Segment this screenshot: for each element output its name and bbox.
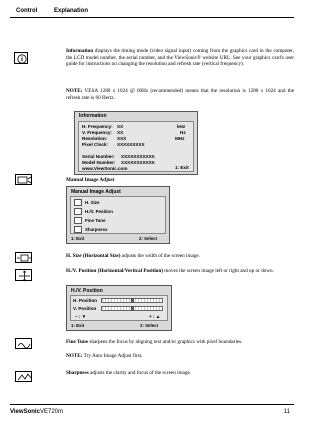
h-frequency-label: H. Frequency: xyxy=(82,124,113,129)
footer-brand: ViewSonic xyxy=(10,409,40,415)
hv-position-osd-panel xyxy=(66,285,172,331)
sharpness-description xyxy=(66,370,294,377)
v-position-slider-knob[interactable] xyxy=(131,306,134,311)
information-osd-title: Information xyxy=(79,113,107,119)
h-position-label: H. Position xyxy=(73,298,97,303)
v-position-label: V. Position xyxy=(73,306,97,311)
sharpness-icon xyxy=(74,226,82,233)
header-divider xyxy=(10,17,294,18)
plus-hint xyxy=(149,314,160,319)
h-size-text: adjusts the width of the screen image. xyxy=(120,253,200,259)
information-text: displays the timing mode (video signal input) coming from the graphics card in the computer, the LCD model number, the serial number, and the ViewSonic® website URL. See your graphics card's user guide for instructions on changing the resolution and refresh rate (vertical frequency). xyxy=(66,48,294,68)
plus-hint-label: + : xyxy=(149,314,155,319)
serial-number-label: Serial Number: xyxy=(82,154,115,159)
information-osd-panel xyxy=(74,111,198,175)
h-size-description xyxy=(66,253,294,260)
page-number: 11 xyxy=(283,409,290,415)
v-frequency-label: V. Frequency: xyxy=(82,130,112,135)
model-number-label: Model Number: xyxy=(82,160,116,165)
menu-item-fine-tune[interactable]: Fine Tune xyxy=(74,217,144,224)
h-size-term: H. Size (Horizontal Size) xyxy=(66,253,121,259)
page-footer xyxy=(10,404,294,418)
menu-item-h-size[interactable]: H. Size xyxy=(74,199,144,206)
v-position-slider[interactable] xyxy=(101,306,163,311)
fine-tune-note-label: NOTE: xyxy=(66,353,83,359)
menu-item-sharpness[interactable]: Sharpness xyxy=(74,226,144,233)
serial-number-value: XXXXXXXXXXX xyxy=(121,154,155,159)
information-osd-body xyxy=(78,121,194,172)
footer-model: VE720m xyxy=(40,409,64,415)
model-number-value: XXXXXXXXXXX xyxy=(121,160,155,165)
arrow-down-icon: ▼ xyxy=(81,314,87,319)
h-size-icon xyxy=(74,199,82,206)
h-frequency-value: XX xyxy=(117,124,124,129)
hv-position-term: H./V. Position (Horizontal/Vertical Position) xyxy=(66,268,163,274)
arrow-up-icon: ▲ xyxy=(155,314,161,319)
fine-tune-note xyxy=(66,353,294,360)
hv-position-text: moves the screen image left or right and up or down. xyxy=(162,268,274,274)
resolution-value: XXX xyxy=(117,136,127,141)
manual-image-adjust-term: Manual Image Adjust xyxy=(66,177,115,183)
menu-item-hv-position[interactable]: H./V. Position xyxy=(74,208,144,215)
manual-osd-title: Manual Image Adjust xyxy=(71,189,121,195)
pixel-clock-label: Pixel Clock: xyxy=(82,142,109,147)
fine-tune-icon xyxy=(74,217,82,224)
table-header xyxy=(10,6,294,17)
manual-exit-hint: 1: Exit xyxy=(71,236,85,241)
information-note-text: VESA 1280 x 1024 @ 60Hz (recommended) means that the resolution is 1280 x 1024 and the refresh rate is 60 Hertz. xyxy=(66,88,294,101)
hv-exit-hint: 1: Exit xyxy=(71,323,85,328)
h-position-slider[interactable] xyxy=(101,298,163,303)
sharpness-text: adjusts the clarity and focus of the screen image. xyxy=(88,370,192,376)
website-url: www.ViewSonic.com xyxy=(82,166,128,171)
information-description xyxy=(66,48,294,68)
fine-tune-description xyxy=(66,339,294,346)
hv-osd-title: H./V. Position xyxy=(71,288,103,294)
h-size-section-icon xyxy=(15,252,32,263)
fine-tune-text: sharpens the focus by aligning text and/or graphics with pixel boundaries. xyxy=(88,339,243,345)
information-note xyxy=(66,88,294,101)
hv-position-icon xyxy=(74,208,82,215)
sharpness-section-icon xyxy=(15,371,32,382)
manual-image-adjust-heading xyxy=(66,177,294,184)
information-note-label: NOTE: xyxy=(66,88,83,94)
control-column-header: Control xyxy=(16,8,38,14)
manual-image-adjust-icon xyxy=(15,174,32,185)
hv-select-hint: 2: Select xyxy=(140,323,159,328)
information-term: Information xyxy=(66,48,94,54)
h-position-slider-knob[interactable] xyxy=(131,298,134,303)
explanation-column-header: Explanation xyxy=(54,8,89,14)
manual-select-hint: 2: Select xyxy=(139,236,158,241)
fine-tune-note-text: Try Auto Image Adjust first. xyxy=(82,353,143,359)
manual-image-adjust-osd-panel xyxy=(66,186,170,244)
fine-tune-term: Fine Tune xyxy=(66,339,89,345)
footer-divider xyxy=(10,404,294,405)
h-frequency-unit: kHz xyxy=(177,124,186,129)
information-icon xyxy=(14,52,28,64)
minus-hint-label: – : xyxy=(75,314,81,319)
v-frequency-value: XX xyxy=(117,130,124,135)
fine-tune-section-icon xyxy=(15,338,32,349)
sharpness-term: Sharpness xyxy=(66,370,89,376)
information-exit-hint: 1: Exit xyxy=(175,165,189,170)
resolution-unit: MHz xyxy=(175,136,185,141)
hv-position-description xyxy=(66,268,294,275)
v-frequency-unit: Hz xyxy=(180,130,186,135)
hv-position-section-icon xyxy=(15,269,32,281)
manual-osd-menu xyxy=(70,196,166,234)
hv-osd-body xyxy=(70,295,168,321)
pixel-clock-value: XXXXXXXXX xyxy=(117,142,145,147)
resolution-label: Resolution: xyxy=(82,136,108,141)
minus-hint xyxy=(75,314,86,319)
